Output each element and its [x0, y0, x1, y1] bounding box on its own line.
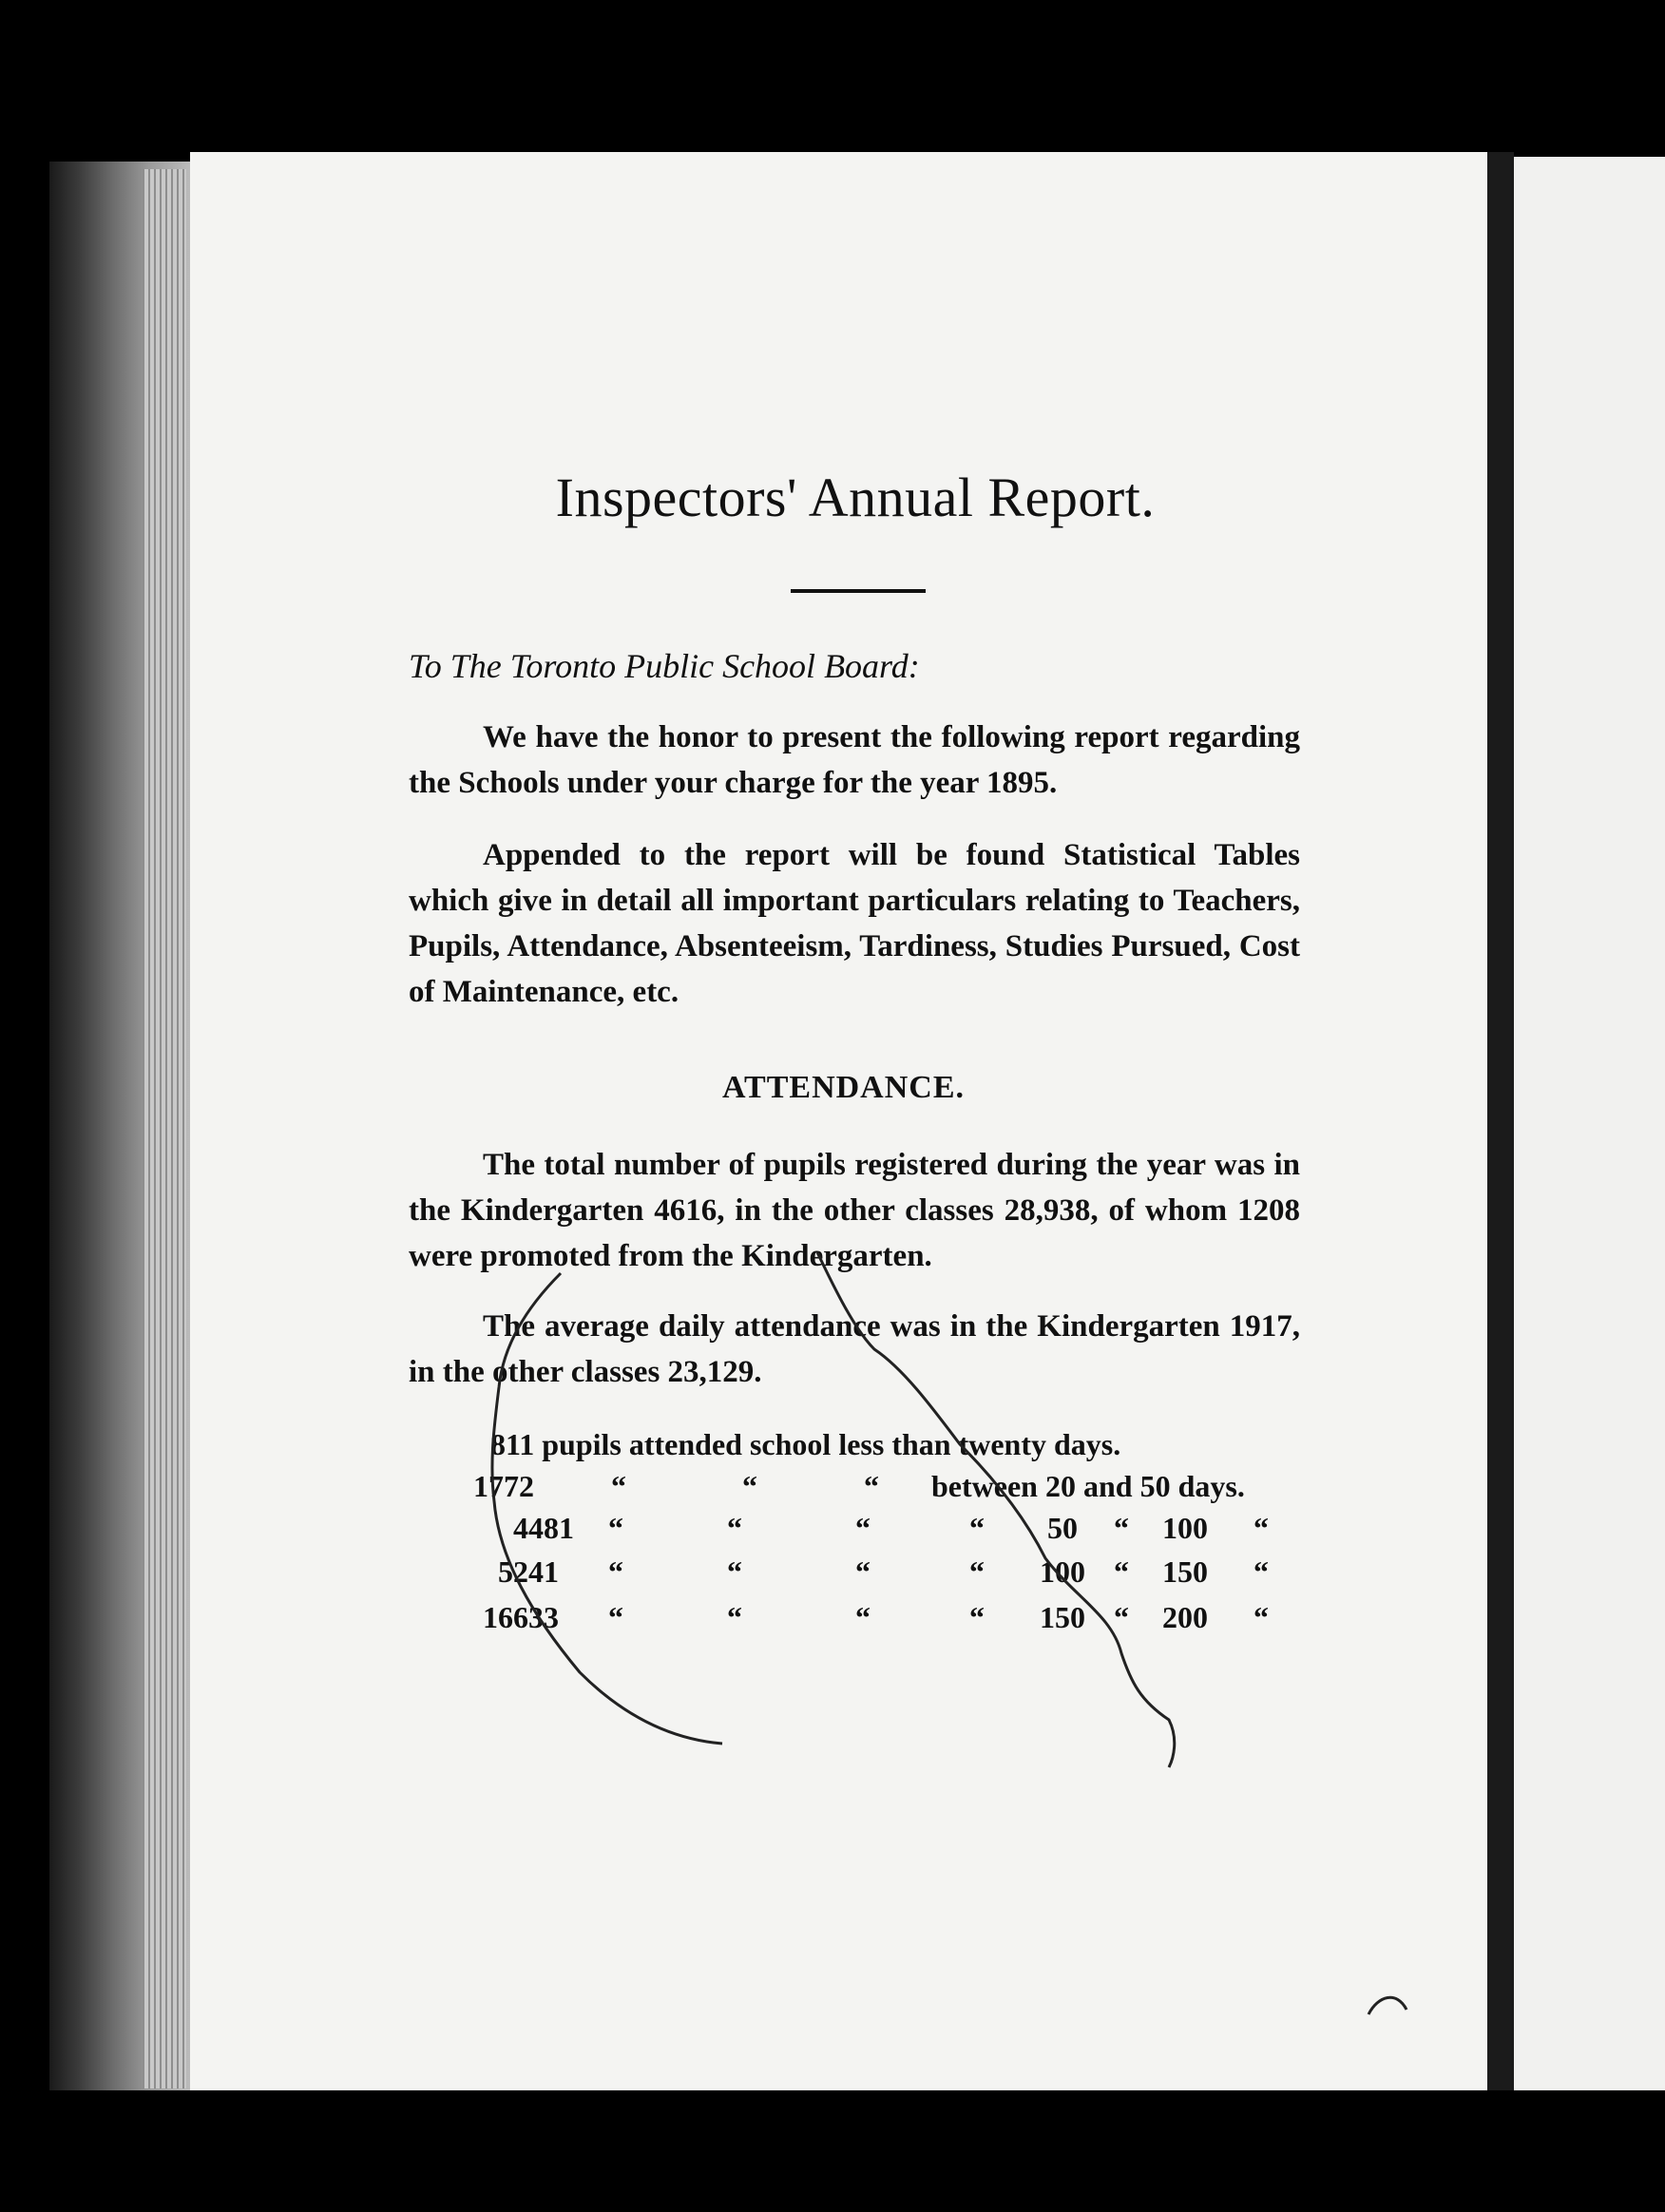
- ditto-mark: “: [608, 1600, 623, 1634]
- ditto-mark: “: [1114, 1511, 1129, 1545]
- intro-paragraph: We have the honor to present the following report regarding the Schools under your charge for the year 1895.: [409, 720, 1300, 800]
- ditto-mark: “: [611, 1469, 626, 1503]
- ditto-mark: “: [1254, 1511, 1269, 1545]
- attendance-count: 16633: [483, 1600, 559, 1634]
- ditto-mark: “: [864, 1469, 879, 1503]
- ditto-mark: “: [855, 1600, 871, 1634]
- ditto-mark: “: [608, 1554, 623, 1589]
- ditto-mark: “: [855, 1554, 871, 1589]
- attendance-count: 5241: [498, 1554, 559, 1589]
- ditto-mark: “: [608, 1511, 623, 1545]
- ditto-mark: “: [727, 1554, 742, 1589]
- ditto-mark: “: [1114, 1600, 1129, 1634]
- ditto-mark: “: [855, 1511, 871, 1545]
- range-to: 200: [1162, 1600, 1208, 1634]
- ditto-mark: “: [969, 1511, 985, 1545]
- ditto-mark: “: [969, 1554, 985, 1589]
- ditto-mark: “: [727, 1600, 742, 1634]
- attendance-text: pupils attended school less than twenty days.: [542, 1427, 1121, 1461]
- range-to: 100: [1162, 1511, 1208, 1545]
- attendance-count: 4481: [513, 1511, 574, 1545]
- registration-paragraph: The total number of pupils registered during the year was in the Kindergarten 4616, in the other classes 28,938, of whom 1208 were promoted from the Kindergarten.: [409, 1148, 1300, 1273]
- ditto-mark: “: [1114, 1554, 1129, 1589]
- range-from: 50: [1047, 1511, 1078, 1545]
- page-title: Inspectors' Annual Report.: [555, 467, 1156, 528]
- ditto-mark: “: [1254, 1554, 1269, 1589]
- salutation: To The Toronto Public School Board:: [409, 647, 920, 685]
- attendance-text: between 20 and 50 days.: [931, 1469, 1245, 1503]
- attendance-count: 811: [490, 1427, 535, 1461]
- ditto-mark: “: [1254, 1600, 1269, 1634]
- section-heading: ATTENDANCE.: [722, 1070, 966, 1105]
- tables-paragraph: Appended to the report will be found Statistical Tables which give in detail all important particulars relating to Teachers, Pupils, Attendance, Absenteeism, Tardiness, Studies Pursued, Cost of Maintenance, etc.: [409, 838, 1300, 1009]
- ditto-mark: “: [727, 1511, 742, 1545]
- attendance-count: 1772: [473, 1469, 534, 1503]
- ditto-mark: “: [742, 1469, 757, 1503]
- range-from: 100: [1040, 1554, 1085, 1589]
- range-from: 150: [1040, 1600, 1085, 1634]
- ditto-mark: “: [969, 1600, 985, 1634]
- range-to: 150: [1162, 1554, 1208, 1589]
- average-attendance-paragraph: The average daily attendance was in the Kindergarten 1917, in the other classes 23,129.: [409, 1309, 1300, 1389]
